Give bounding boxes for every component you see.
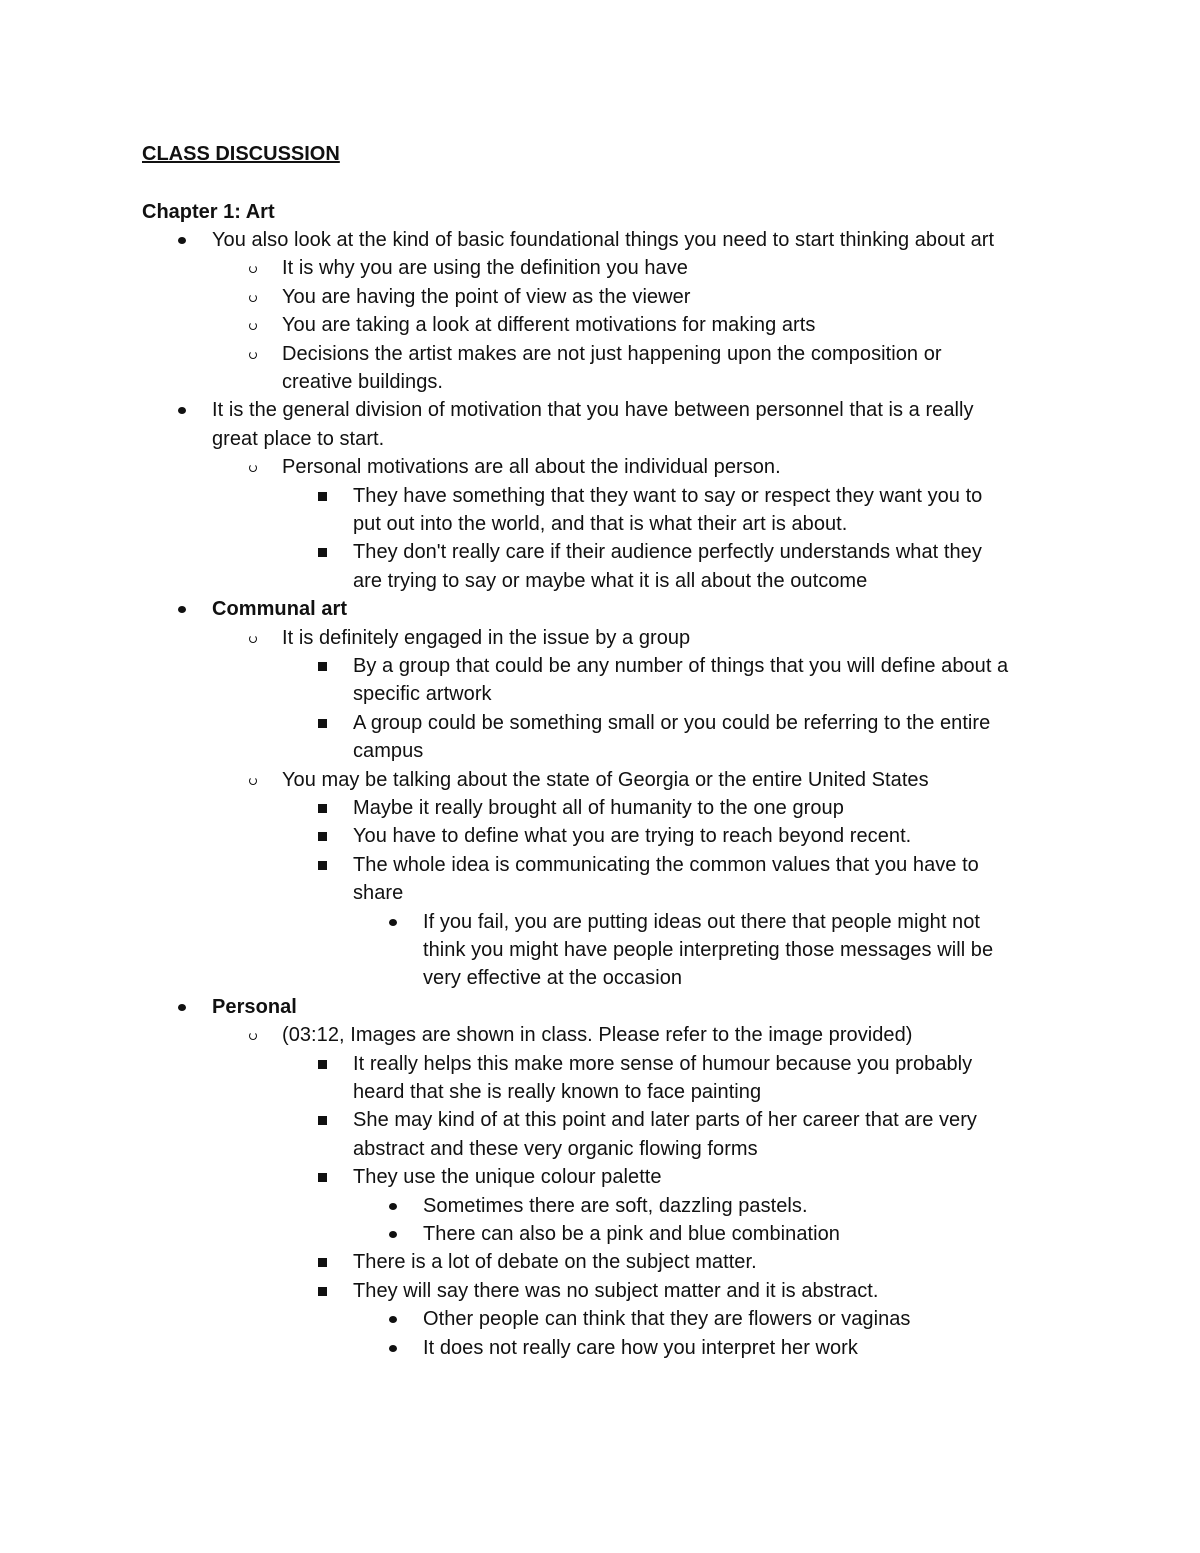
list-item: There is a lot of debate on the subject matter. [353, 1251, 757, 1274]
list-item: You are taking a look at different motivations for making arts [282, 314, 816, 337]
bullet-ring-icon [249, 351, 257, 359]
bullet-square-icon [318, 1258, 327, 1267]
list-item-continuation: heard that she is really known to face painting [353, 1081, 762, 1103]
bullet-ring-icon [249, 464, 257, 472]
list-item: You also look at the kind of basic foundational things you need to start thinking about art [212, 229, 995, 251]
list-item: It really helps this make more sense of humour because you probably [353, 1052, 973, 1075]
bullet-square-icon [318, 1060, 327, 1069]
list-item-continuation: campus [353, 740, 424, 763]
list-item: They don't really care if their audience perfectly understands what they [353, 541, 982, 564]
bullet-dot-icon [389, 1345, 397, 1352]
bullet-square-icon [318, 1116, 327, 1125]
bullet-dot-icon [178, 237, 186, 244]
list-item: You have to define what you are trying to reach beyond recent. [353, 825, 912, 848]
list-item: Communal art [212, 598, 348, 621]
bullet-square-icon [318, 1287, 327, 1296]
bullet-dot-icon [178, 606, 186, 613]
bullet-square-icon [318, 492, 327, 501]
list-item-continuation: great place to start. [212, 427, 385, 450]
list-item: They have something that they want to say or respect they want you to [353, 484, 983, 507]
list-item: Personal [212, 995, 297, 1018]
bullet-ring-icon [249, 294, 257, 302]
bullet-ring-icon [249, 1032, 257, 1040]
list-item: It is why you are using the definition you have [282, 257, 688, 280]
list-item: You may be talking about the state of Georgia or the entire United States [282, 768, 929, 791]
list-item-continuation: creative buildings. [282, 371, 444, 393]
bullet-dot-icon [178, 1004, 186, 1011]
list-item: By a group that could be any number of things that you will define about a [353, 655, 1009, 677]
list-item-continuation: think you might have people interpreting those messages will be [423, 939, 994, 961]
bullet-dot-icon [389, 1231, 397, 1238]
list-item: It does not really care how you interpret her work [423, 1336, 858, 1359]
bullet-square-icon [318, 662, 327, 671]
list-item: There can also be a pink and blue combination [423, 1223, 840, 1245]
bullet-square-icon [318, 719, 327, 728]
list-item: The whole idea is communicating the common values that you have to [353, 853, 979, 876]
list-item: If you fail, you are putting ideas out there that people might not [423, 910, 980, 933]
chapter-heading: Chapter 1: Art [142, 201, 275, 223]
list-item-continuation: specific artwork [353, 683, 492, 706]
list-item: Maybe it really brought all of humanity to the one group [353, 797, 844, 819]
bullet-dot-icon [178, 407, 186, 414]
list-item-continuation: are trying to say or maybe what it is all about the outcome [353, 569, 868, 592]
list-item: Other people can think that they are flowers or vaginas [423, 1308, 911, 1331]
bullet-dot-icon [389, 919, 397, 926]
bullet-square-icon [318, 548, 327, 557]
bullet-ring-icon [249, 322, 257, 330]
list-item: A group could be something small or you could be referring to the entire [353, 711, 991, 734]
list-item: It is the general division of motivation that you have between personnel that is a really [212, 399, 974, 422]
list-item-continuation: put out into the world, and that is what their art is about. [353, 513, 848, 535]
list-item: Sometimes there are soft, dazzling pastels. [423, 1194, 808, 1217]
bullet-square-icon [318, 832, 327, 841]
bullet-dot-icon [389, 1203, 397, 1210]
bullet-dot-icon [389, 1316, 397, 1323]
list-item: Personal motivations are all about the individual person. [282, 456, 781, 479]
list-item: They use the unique colour palette [353, 1166, 662, 1189]
list-item: She may kind of at this point and later parts of her career that are very [353, 1109, 977, 1132]
list-item-continuation: share [353, 882, 404, 905]
bullet-square-icon [318, 804, 327, 813]
bullet-square-icon [318, 861, 327, 870]
bullet-square-icon [318, 1173, 327, 1182]
list-item-continuation: abstract and these very organic flowing forms [353, 1137, 758, 1160]
list-item: It is definitely engaged in the issue by a group [282, 626, 691, 649]
list-item: Decisions the artist makes are not just happening upon the composition or [282, 342, 942, 365]
bullet-ring-icon [249, 777, 257, 785]
list-item: (03:12, Images are shown in class. Please refer to the image provided) [282, 1024, 913, 1047]
list-item: You are having the point of view as the viewer [282, 285, 691, 308]
document-title: CLASS DISCUSSION [142, 143, 340, 165]
bullet-ring-icon [249, 635, 257, 643]
bullet-ring-icon [249, 265, 257, 273]
list-item: They will say there was no subject matter and it is abstract. [353, 1279, 879, 1302]
list-item-continuation: very effective at the occasion [423, 967, 683, 990]
